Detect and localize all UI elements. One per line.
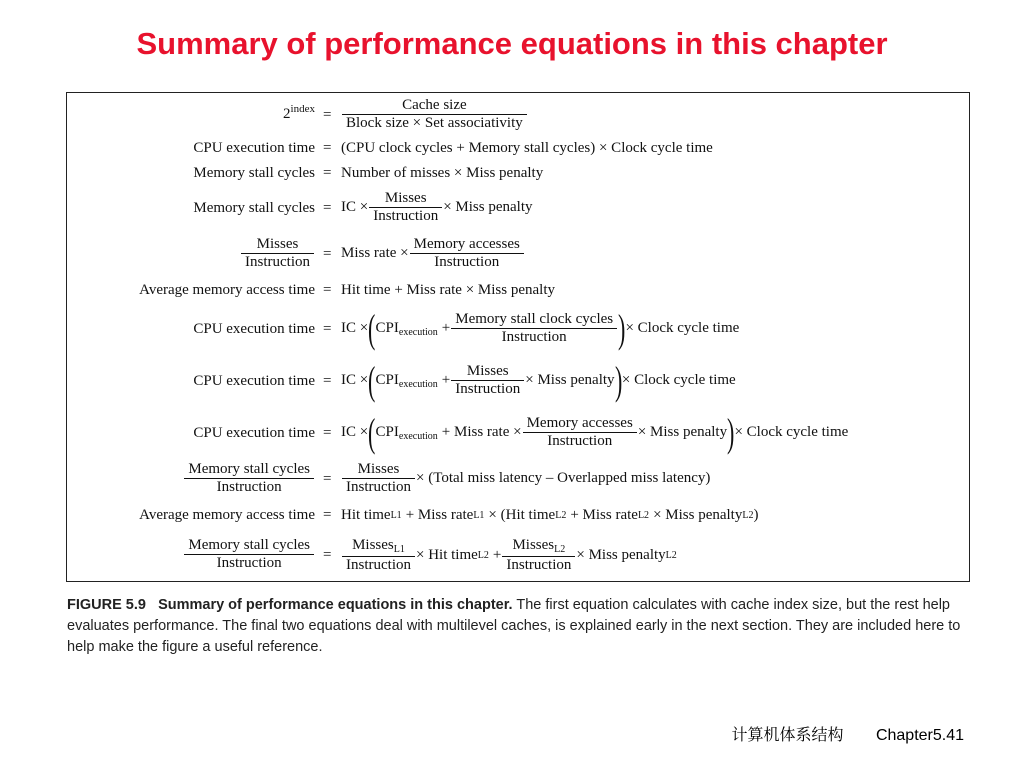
fraction: $\frac{\text{Memory stall cycles}}{\text{Instruction}}$ bbox=[186, 461, 312, 497]
figure-caption-text: The first equation calculates with cache index size, but the rest help evaluates performance. The final two equations deal with multilevel caches, is explained early in the next section. They are included here to help make the figure a useful reference. bbox=[67, 597, 961, 655]
fraction: $\frac{\text{Memory accesses}}{\text{Instruction}}$ bbox=[525, 415, 635, 451]
equation-lhs: $2^{index}$ bbox=[283, 103, 315, 122]
fraction: $\frac{\text{Misses}}{\text{Instruction}}$ bbox=[371, 190, 440, 226]
figure-caption-title: Summary of performance equations in this chapter. bbox=[158, 597, 513, 613]
fraction: $\frac{Misses_{L2}}{\text{Instruction}}$ bbox=[504, 537, 573, 574]
fraction: $\frac{\text{Misses}}{\text{Instruction}}$ bbox=[453, 363, 522, 399]
equations-figure: $2^{index}$ = $\frac{\text{Cache size}}{\text{Block size × Set associativity}}$ CPU execution time = (CPU clock cycles + Memory stall cycles) × Clock cycle time Memory stall cycles = Number of misses × Miss penalty Memory stall cycles = IC × $\frac{\text{Misses}}{\text{Instruction}}$ × Miss penalty $\frac{\text{Misses}}{\text{Instruction}}$ = Miss rate × $\frac{\text{Memory accesses}}{\text{Instruction}}$ Average memory access time = Hit time + Miss rate × Miss penalty CPU execution time = IC × ( $CPI_{execution}$ + $\frac{\text{Memory stall clock cycles}}{\text{Instruction}}$ ) × Clock cycle time CPU execution time = IC × ( $CPI_{execution}$ + $\frac{\text{Misses}}{\text{Instruction}}$ × Miss penalty ) × Clock cycle time CPU execution time = IC × ( $CPI_{execution}$ + Miss rate × $\frac{\text{Memory accesses}}{\text{Instruction}}$ × Miss penalty ) × Clock cycle time $\frac{\text{Memory stall cycles}}{\text{Instruction}}$ = $\frac{\text{Misses}}{\text{Instruction}}$ × (Total miss latency – Overlapped miss latency) Average memory access time = Hit time L1 + Miss rate L1 × (Hit time L2 + Miss rate L2 × Miss penalty L2 ) $\frac{\text{Memory stall cycles}}{\text{Instruction}}$ = $\frac{Misses_{L1}}{\text{Instruction}}$ × Hit time L2 + $\frac{Misses_{L2}}{\text{Instruction}}$ × Miss penalty L2 bbox=[66, 92, 970, 582]
fraction: $\frac{\text{Cache size}}{\text{Block size × Set associativity}}$ bbox=[344, 97, 525, 133]
footer-course: 计算机体系结构 bbox=[731, 727, 844, 744]
footer-slide-number: Chapter5.41 bbox=[875, 727, 964, 744]
fraction: $\frac{Misses_{L1}}{\text{Instruction}}$ bbox=[344, 537, 413, 574]
slide-title: Summary of performance equations in this chapter bbox=[136, 26, 888, 61]
slide-footer bbox=[703, 722, 964, 745]
fraction: $\frac{\text{Memory stall cycles}}{\text{Instruction}}$ bbox=[186, 537, 312, 573]
fraction: $\frac{\text{Memory stall clock cycles}}{\text{Instruction}}$ bbox=[453, 311, 615, 347]
fraction: $\frac{\text{Memory accesses}}{\text{Instruction}}$ bbox=[412, 236, 522, 272]
fraction: $\frac{\text{Misses}}{\text{Instruction}}$ bbox=[243, 236, 312, 272]
fraction: $\frac{\text{Misses}}{\text{Instruction}}$ bbox=[344, 461, 413, 497]
figure-caption bbox=[67, 595, 977, 658]
figure-label: FIGURE 5.9 bbox=[67, 597, 146, 613]
